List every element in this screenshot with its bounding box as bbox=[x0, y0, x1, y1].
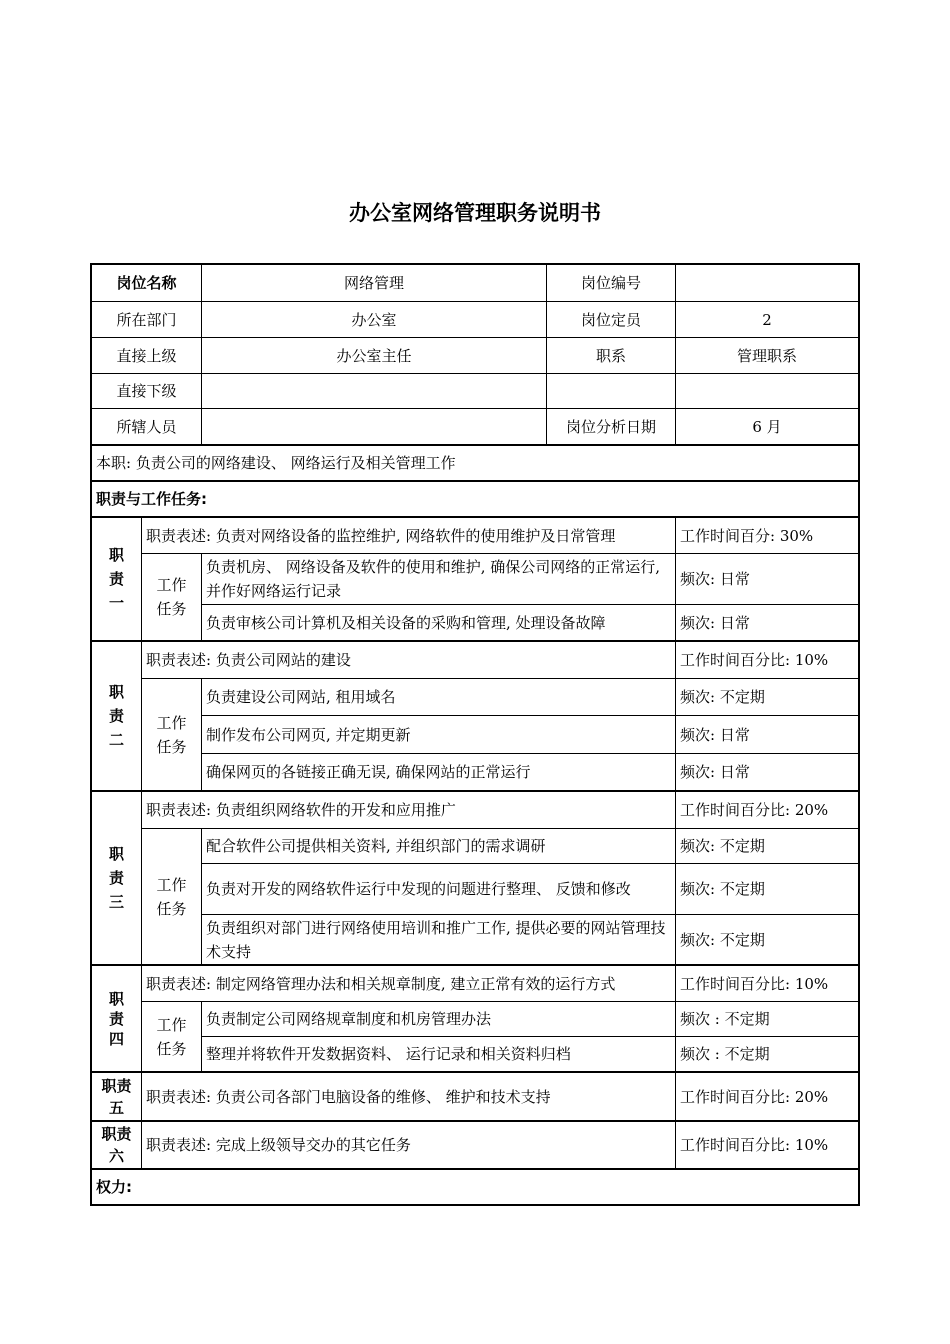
duty-6-description: 职责表述: 完成上级领导交办的其它任务 bbox=[142, 1122, 676, 1170]
duty-4-task-2: 整理并将软件开发数据资料、 运行记录和相关资料归档 bbox=[202, 1037, 676, 1073]
subordinate-value bbox=[202, 374, 547, 409]
headcount-label: 岗位定员 bbox=[547, 302, 676, 338]
analysis-date-label: 岗位分析日期 bbox=[547, 409, 676, 446]
duty-3-task-3-freq: 频次: 不定期 bbox=[676, 915, 858, 966]
duties-heading: 职责与工作任务: bbox=[92, 482, 858, 518]
duty-4-task-1-freq: 频次 : 不定期 bbox=[676, 1002, 858, 1037]
analysis-date-value: 6 月 bbox=[676, 409, 858, 446]
staff-label: 所辖人员 bbox=[92, 409, 202, 446]
duty-5-description: 职责表述: 负责公司各部门电脑设备的维修、 维护和技术支持 bbox=[142, 1073, 676, 1122]
duty-5-label: 职责 五 bbox=[92, 1073, 142, 1122]
duty-2-time-percent: 工作时间百分比: 10% bbox=[676, 642, 858, 679]
duty-1-tasks-label: 工作 任务 bbox=[142, 554, 202, 642]
dept-label: 所在部门 bbox=[92, 302, 202, 338]
duty-1-description: 职责表述: 负责对网络设备的监控维护, 网络软件的使用维护及日常管理 bbox=[142, 518, 676, 554]
duty-1-task-1: 负责机房、 网络设备及软件的使用和维护, 确保公司网络的正常运行, 并作好网络运行记录 bbox=[202, 554, 676, 605]
superior-value: 办公室主任 bbox=[202, 338, 547, 374]
job-family-value: 管理职系 bbox=[676, 338, 858, 374]
staff-value bbox=[202, 409, 547, 446]
duty-2-tasks-label: 工作 任务 bbox=[142, 679, 202, 792]
duty-3-task-2: 负责对开发的网络软件运行中发现的问题进行整理、 反馈和修改 bbox=[202, 864, 676, 915]
duty-1-task-2-freq: 频次: 日常 bbox=[676, 605, 858, 642]
subordinate-label: 直接下级 bbox=[92, 374, 202, 409]
dept-value: 办公室 bbox=[202, 302, 547, 338]
duty-3-description: 职责表述: 负责组织网络软件的开发和应用推广 bbox=[142, 792, 676, 829]
document-title: 办公室网络管理职务说明书 bbox=[349, 201, 601, 225]
job-family-label: 职系 bbox=[547, 338, 676, 374]
duty-3-tasks-label: 工作 任务 bbox=[142, 829, 202, 966]
duty-2-task-1-freq: 频次: 不定期 bbox=[676, 679, 858, 716]
duty-4-task-2-freq: 频次 : 不定期 bbox=[676, 1037, 858, 1073]
duty-3-task-1-freq: 频次: 不定期 bbox=[676, 829, 858, 864]
duty-3-label: 职 责 三 bbox=[92, 792, 142, 966]
duty-5-time-percent: 工作时间百分比: 20% bbox=[676, 1073, 858, 1122]
duty-2-task-2-freq: 频次: 日常 bbox=[676, 716, 858, 754]
duty-1-task-1-freq: 频次: 日常 bbox=[676, 554, 858, 605]
duty-1-task-2: 负责审核公司计算机及相关设备的采购和管理, 处理设备故障 bbox=[202, 605, 676, 642]
subordinate-mid-empty bbox=[547, 374, 676, 409]
duty-4-tasks-label: 工作 任务 bbox=[142, 1002, 202, 1073]
duty-2-task-3-freq: 频次: 日常 bbox=[676, 754, 858, 792]
basic-duty: 本职: 负责公司的网络建设、 网络运行及相关管理工作 bbox=[92, 446, 858, 482]
duty-3-time-percent: 工作时间百分比: 20% bbox=[676, 792, 858, 829]
duty-3-task-2-freq: 频次: 不定期 bbox=[676, 864, 858, 915]
duty-4-label: 职 责 四 bbox=[92, 966, 142, 1073]
duty-1-time-percent: 工作时间百分: 30% bbox=[676, 518, 858, 554]
duty-1-label: 职 责 一 bbox=[92, 518, 142, 642]
position-no-label: 岗位编号 bbox=[547, 265, 676, 302]
duty-3-task-3: 负责组织对部门进行网络使用培训和推广工作, 提供必要的网站管理技术支持 bbox=[202, 915, 676, 966]
subordinate-right-value bbox=[676, 374, 858, 409]
headcount-value: 2 bbox=[676, 302, 858, 338]
duty-3-task-1: 配合软件公司提供相关资料, 并组织部门的需求调研 bbox=[202, 829, 676, 864]
authority-heading: 权力: bbox=[96, 1178, 132, 1196]
duty-4-task-1: 负责制定公司网络规章制度和机房管理办法 bbox=[202, 1002, 676, 1037]
duty-6-label: 职责 六 bbox=[92, 1122, 142, 1170]
duty-2-task-3: 确保网页的各链接正确无误, 确保网站的正常运行 bbox=[202, 754, 676, 792]
duty-2-task-2: 制作发布公司网页, 并定期更新 bbox=[202, 716, 676, 754]
duty-2-description: 职责表述: 负责公司网站的建设 bbox=[142, 642, 676, 679]
duty-6-time-percent: 工作时间百分比: 10% bbox=[676, 1122, 858, 1170]
position-name-label: 岗位名称 bbox=[92, 265, 202, 302]
duty-2-task-1: 负责建设公司网站, 租用域名 bbox=[202, 679, 676, 716]
duty-4-time-percent: 工作时间百分比: 10% bbox=[676, 966, 858, 1002]
position-name-value: 网络管理 bbox=[202, 265, 547, 302]
duty-2-label: 职 责 二 bbox=[92, 642, 142, 792]
superior-label: 直接上级 bbox=[92, 338, 202, 374]
duty-4-description: 职责表述: 制定网络管理办法和相关规章制度, 建立正常有效的运行方式 bbox=[142, 966, 676, 1002]
position-no-value bbox=[676, 265, 858, 302]
job-description-table bbox=[90, 263, 860, 1206]
